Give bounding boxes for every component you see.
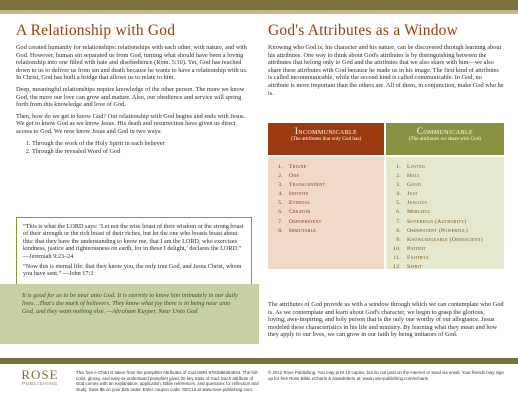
incommunicable-item [268, 163, 384, 172]
communicable-list-panel [386, 157, 504, 269]
quote-john: “Now this is eternal life: that they know you, the only true God, and Jesus Christ, whom you have sent.” —John 17:3 [23, 263, 242, 278]
item-label: Infinite [289, 191, 309, 198]
item-number: 8. [278, 227, 283, 234]
communicable-header [386, 123, 504, 155]
item-number: 3. [278, 182, 283, 189]
incommunicable-item [268, 218, 384, 227]
item-number: 8. [396, 227, 401, 234]
item-label: Faithful [407, 254, 430, 261]
left-paragraph-1: God created humanity for relationships: relationships with each other, with nature, and with God. However, human sin separated us from God, turning what should have been a loving relationship into one filled with hate and disobedience (Rom. 5:10). Yet, God has reached down to us to deliver us from sin and death because he wants to have a relationship with us. In Christ, God has built a bridge that allows us to relate to him. [16, 44, 248, 82]
item-number: 10. [393, 245, 401, 252]
item-number: 7. [396, 218, 401, 225]
communicable-item [386, 181, 504, 190]
communicable-item [386, 163, 504, 172]
top-banner [0, 0, 518, 14]
item-label: Omnipresent [289, 218, 322, 225]
ways-list-item: 2. Through the revealed Word of God [32, 148, 252, 157]
incommunicable-item [268, 172, 384, 181]
incommunicable-item [268, 199, 384, 208]
incommunicable-header [268, 123, 384, 155]
incommunicable-item [268, 181, 384, 190]
item-label: Just [407, 191, 418, 198]
item-number: 11. [393, 254, 401, 261]
item-label: Holy [407, 173, 421, 180]
ways-list [16, 140, 252, 157]
item-label: Good [407, 182, 421, 189]
footer-copyright-text: © 2012 Rose Publishing. You may print 10 copies, but do not post on the internet or send via email. Your friends may sign up for free Rose Bible eCharts & Newsletters at: www.rose-publishing.com/echarts [268, 370, 504, 381]
closing-paragraph: The attributes of God provide us with a window through which we can contemplate who God is. As we contemplate and learn about God's character, we begin to grasp the glorious, loving, awe-inspiring, and holy person that is the only one worthy of our allegiance. Jesus modeled these characteristics in his life and ministry. By learning what they mean and how they apply to our lives, we can grow in our faith by being imitators of God. [268, 301, 504, 339]
item-number: 2. [278, 173, 283, 180]
item-number: 1. [396, 164, 401, 170]
item-number: 12. [393, 264, 401, 271]
item-number: 5. [278, 200, 283, 207]
item-label: Spirit [407, 264, 422, 271]
top-banner-stripe [0, 10, 518, 14]
kuyper-callout [0, 284, 259, 344]
closing-section [268, 301, 504, 343]
item-number: 1. [278, 164, 283, 170]
item-number: 5. [396, 200, 401, 207]
item-number: 6. [278, 209, 283, 216]
rose-publishing-logo [18, 368, 62, 387]
item-number: 4. [396, 191, 401, 198]
communicable-item [386, 227, 504, 236]
item-number: 2. [396, 173, 401, 180]
item-number: 6. [396, 209, 401, 216]
item-label: Knowledgeable (Omniscient) [407, 236, 483, 243]
item-label: One [289, 173, 300, 180]
communicable-item [386, 218, 504, 227]
item-label: Patient [407, 245, 427, 252]
communicable-heading: Communicable [416, 126, 474, 136]
item-label: Merciful [407, 209, 432, 216]
item-label: Jealous [407, 200, 428, 207]
footer [0, 358, 518, 400]
communicable-item [386, 236, 504, 245]
logo-wordmark: ROSE [21, 367, 59, 382]
footer-promo-text: This free e-Chart is taken from the pamphlet Attributes of God ISBN 9781596364844. The full-color, glossy, and easy-to-understand pamphlet gives 20 key traits of God. Each attribute of God comes with an explanation, application, Bible references, and questions for reflection and study. Save $5 on your $25 order. Enter coupon code: SEC12 at www.rose-publishing.com. [76, 370, 259, 392]
communicable-item [386, 254, 504, 263]
item-number: 4. [278, 191, 283, 198]
communicable-item [386, 245, 504, 254]
right-column [268, 22, 504, 101]
logo-subtext: PUBLISHING [22, 381, 58, 386]
incommunicable-heading: Incommunicable [294, 126, 358, 136]
communicable-item [386, 208, 504, 217]
incommunicable-item [268, 227, 384, 236]
item-label: Eternal [289, 200, 311, 207]
item-label: Loving [407, 164, 426, 170]
kuyper-quote: It is good for us to be near unto God. It is eternity to know him intimately in our daily lives…That's the mark of believers. They know what joy there is in being near unto God, and they want nothing else. —Abraham Kuyper, Near Unto God [22, 292, 238, 315]
communicable-subheading: (The attributes we share with God) [408, 136, 482, 142]
communicable-item [386, 263, 504, 272]
attributes-table [268, 123, 504, 269]
left-title: A Relationship with God [16, 22, 176, 39]
item-label: Immutable [289, 227, 317, 234]
item-number: 7. [278, 218, 283, 225]
item-label: Sovereign (Authority) [407, 218, 467, 225]
quote-jeremiah: “This is what the LORD says: ‘Let not the wise boast of their wisdom or the strong boast of their strength or the rich boast of their riches, but let the one who boasts boast about this: that they have the understanding to know me, that I am the LORD, who exercises kindness, justice and righteousness on earth, for in these I delight,’ declares the LORD.” —Jeremiah 9:23–24 [23, 223, 244, 260]
incommunicable-subheading: (The attributes that only God has) [290, 136, 362, 142]
communicable-item [386, 199, 504, 208]
scripture-quote-box [16, 217, 252, 287]
item-number: 3. [396, 182, 401, 189]
incommunicable-item [268, 208, 384, 217]
item-label: Transcendent [289, 182, 326, 189]
left-paragraph-3: Then, how do we get to know God? Our relationship with God begins and ends with Jesus. We get to know God as we know Jesus. His death and resurrection have given us direct access to God. We now know Jesus and God in two ways: [16, 112, 246, 135]
ways-list-item: 1. Through the work of the Holy Spirit in each believer [32, 140, 252, 149]
item-label: Creator [289, 209, 311, 216]
incommunicable-list-panel [268, 157, 384, 269]
communicable-item [386, 190, 504, 199]
right-title: God's Attributes as a Window [268, 22, 459, 39]
item-number: 9. [396, 236, 401, 243]
left-paragraph-2: Deep, meaningful relationships require knowledge of the other person. The more we know God, the more our love can grow and mature. Also, our obedience and service will spring forth from this knowledge and love of God. [16, 85, 245, 109]
left-column [16, 22, 252, 157]
item-label: Omnipotent (Powerful) [407, 227, 469, 234]
right-intro: Knowing who God is, his character and his nature, can be discovered through learning about his attributes. One way to think about God's attributes is by distinguishing between the attributes that belong only to God and the attributes that we also share with him—we also share these attributes with God because he made us in his image. The first kind of attributes is called incommunicable, while the second kind is called communicable. In God, no attribute is more important than the others are. All of them, in conjunction, make God who he is. [268, 44, 504, 97]
item-label: Triune [289, 164, 307, 170]
incommunicable-item [268, 190, 384, 199]
communicable-item [386, 172, 504, 181]
